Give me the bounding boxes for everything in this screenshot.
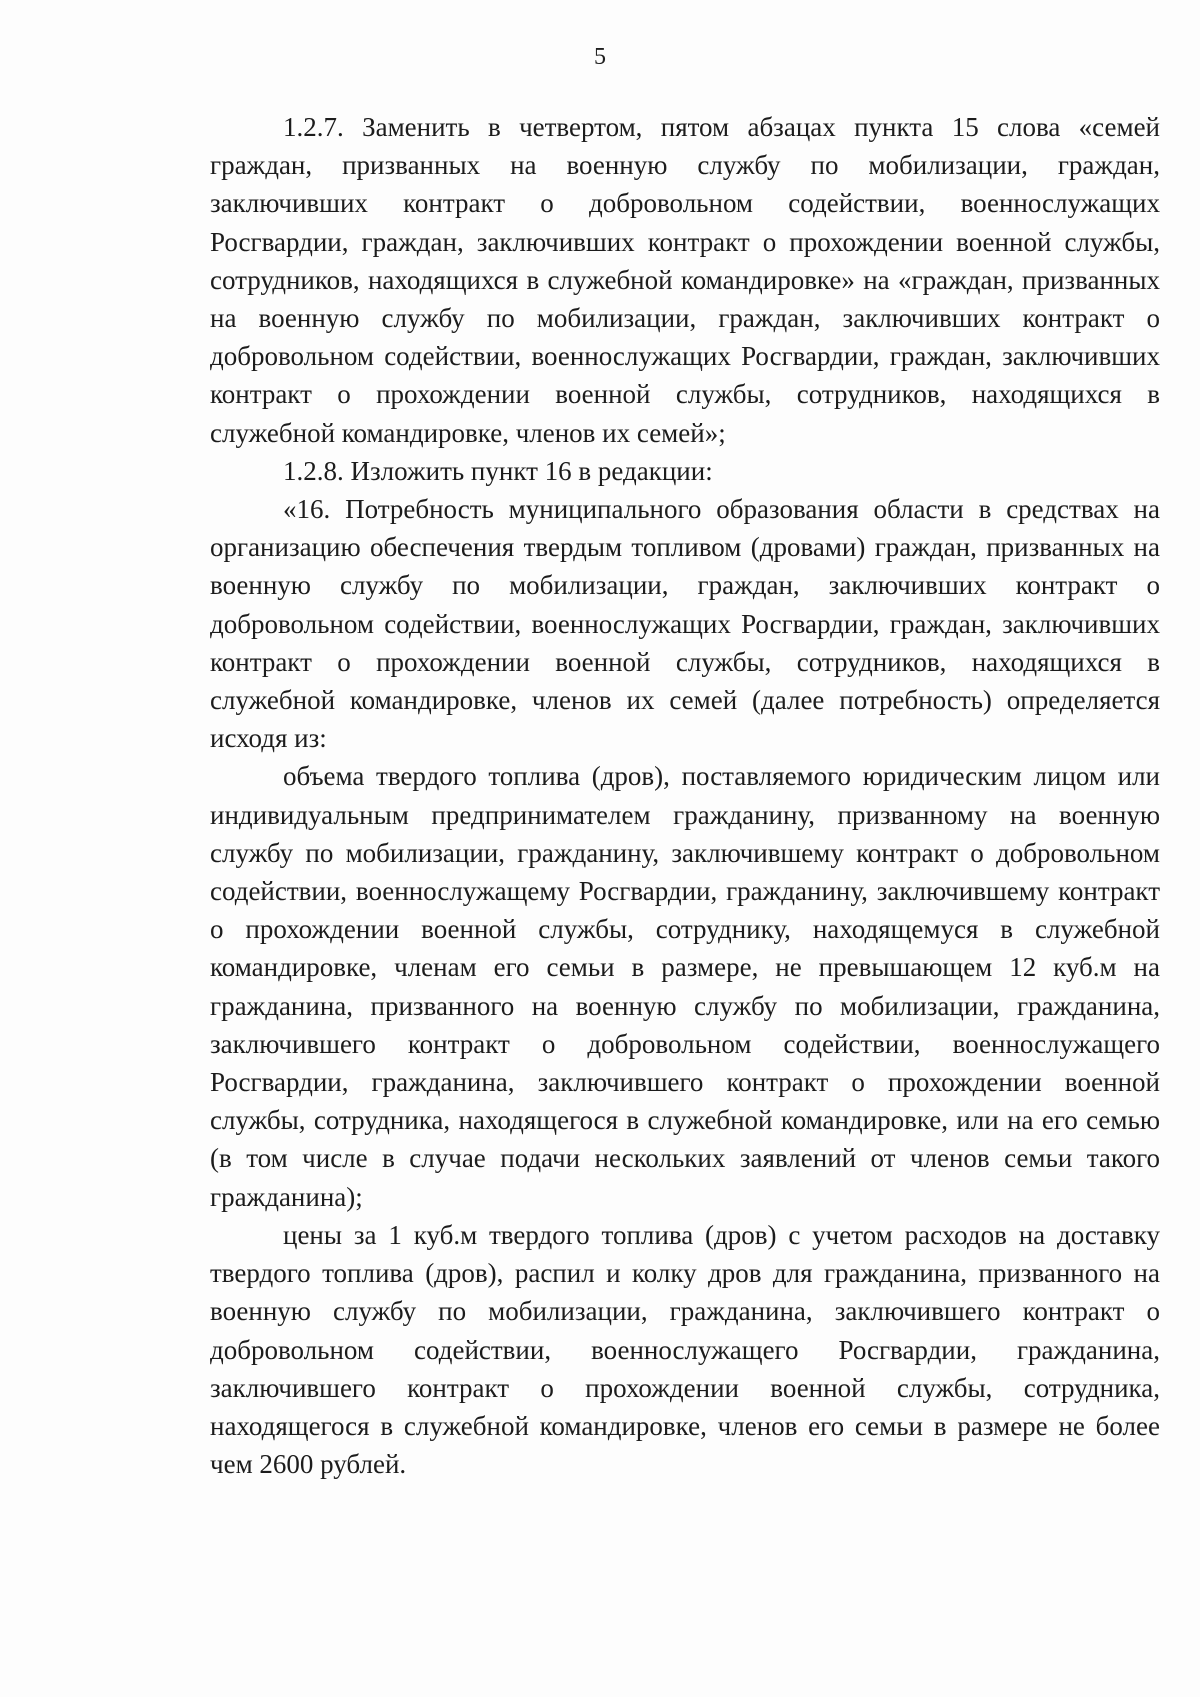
document-body	[210, 108, 1160, 1483]
paragraph-fuel-volume: объема твердого топлива (дров), поставляемого юридическим лицом или индивидуальным предпринимателем гражданину, призванному на военную службу по мобилизации, гражданину, заключившему контракт о добровольном содействии, военнослужащему Росгвардии, гражданину, заключившему контракт о прохождении военной службы, сотруднику, находящемуся в служебной командировке, членам его семьи в размере, не превышающем 12 куб.м на гражданина, призванного на военную службу по мобилизации, гражданина, заключившего контракт о добровольном содействии, военнослужащего Росгвардии, гражданина, заключившего контракт о прохождении военной службы, сотрудника, находящегося в служебной командировке, или на его семью (в том числе в случае подачи нескольких заявлений от членов семьи такого гражданина);	[210, 761, 1160, 1212]
page-number: 5	[594, 44, 606, 70]
paragraph-16: «16. Потребность муниципального образования области в средствах на организацию обеспечения твердым топливом (дровами) граждан, призванных на военную службу по мобилизации, граждан, заключивших контракт о добровольном содействии, военнослужащих Росгвардии, граждан, заключивших контракт о прохождении военной службы, сотрудников, находящихся в служебной командировке, членов их семей (далее потребность) определяется исходя из:	[210, 494, 1160, 754]
paragraph-1-2-8: 1.2.8. Изложить пункт 16 в редакции:	[283, 455, 713, 486]
paragraph-1-2-7: 1.2.7. Заменить в четвертом, пятом абзацах пункта 15 слова «семей граждан, призванных на военную службу по мобилизации, граждан, заключивших контракт о добровольном содействии, военнослужащих Росгвардии, граждан, заключивших контракт о прохождении военной службы, сотрудников, находящихся в служебной командировке» на «граждан, призванных на военную службу по мобилизации, граждан, заключивших контракт о добровольном содействии, военнослужащих Росгвардии, граждан, заключивших контракт о прохождении военной службы, сотрудников, находящихся в служебной командировке, членов их семей»;	[210, 112, 1160, 448]
paragraph-fuel-price: цены за 1 куб.м твердого топлива (дров) с учетом расходов на доставку твердого топлива (дров), распил и колку дров для гражданина, призванного на военную службу по мобилизации, гражданина, заключившего контракт о добровольном содействии, военнослужащего Росгвардии, гражданина, заключившего контракт о прохождении военной службы, сотрудника, находящегося в служебной командировке, членов его семьи в размере не более чем 2600 рублей.	[210, 1219, 1160, 1480]
